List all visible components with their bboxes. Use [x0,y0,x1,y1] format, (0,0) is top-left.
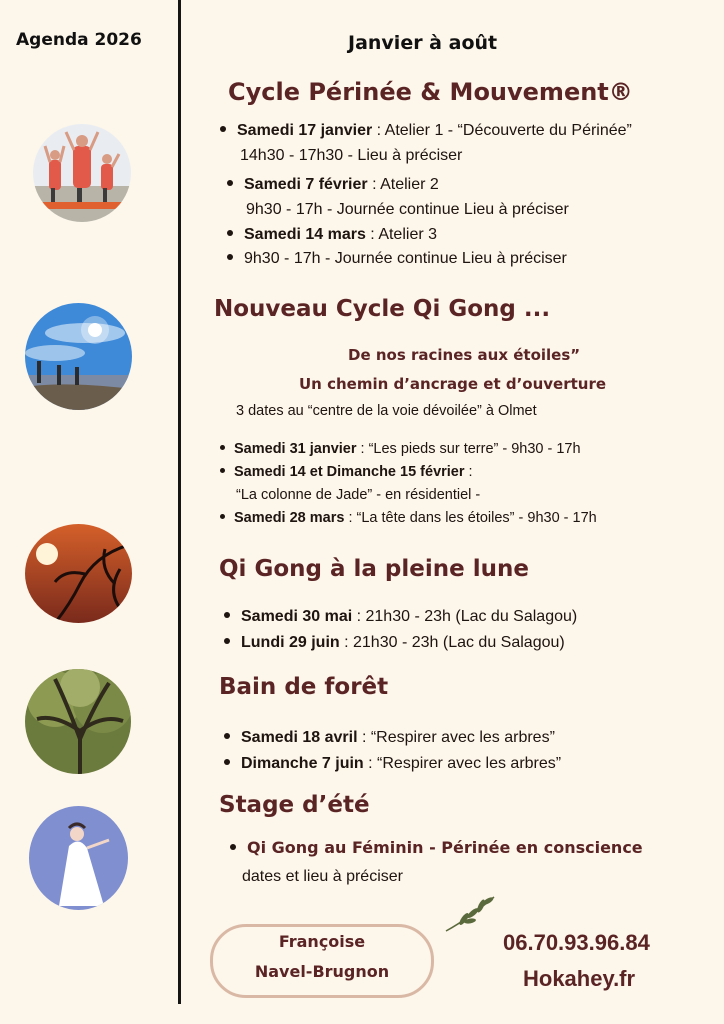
leaf-branch-icon [442,893,498,935]
list-item: Samedi 28 mars : “La tête dans les étoiles” - 9h30 - 17h [220,510,597,526]
list-item: Samedi 14 mars : Atelier 3 [227,226,437,244]
list-item: Samedi 17 janvier : Atelier 1 - “Découverte du Périnée” [220,122,632,140]
list-item: Samedi 18 avril : “Respirer avec les arbres” [224,729,555,747]
section-title-perinee: Cycle Périnée & Mouvement® [228,78,633,106]
list-item: Lundi 29 juin : 21h30 - 23h (Lac du Salagou) [224,634,565,652]
photo-sky-qigong [25,303,132,410]
list-item-detail: 14h30 - 17h30 - Lieu à préciser [240,147,463,164]
section-subtitle: De nos racines aux étoiles” [348,346,581,364]
contact-website-link[interactable]: Hokahey.fr [523,966,636,991]
list-item: 9h30 - 17h - Journée continue Lieu à préciser [227,250,567,268]
list-item: Samedi 31 janvier : “Les pieds sur terre” - 9h30 - 17h [220,441,581,457]
illustration-feminine-moon [29,806,128,910]
list-item-detail: 9h30 - 17h - Journée continue Lieu à préciser [246,201,569,218]
contact-last-name: Navel-Brugnon [254,962,390,981]
section-title-bain-foret: Bain de forêt [219,674,389,700]
list-item-detail: dates et lieu à préciser [242,868,403,885]
contact-first-name: Françoise [278,932,366,951]
section-intro: 3 dates au “centre de la voie dévoilée” à Olmet [236,403,537,419]
section-title-qigong-cycle: Nouveau Cycle Qi Gong ... [214,296,551,322]
photo-sunset-moon [25,524,132,623]
list-item: Dimanche 7 juin : “Respirer avec les arbres” [224,755,561,773]
list-item: Samedi 30 mai : 21h30 - 23h (Lac du Salagou) [224,608,577,626]
list-item-detail: “La colonne de Jade” - en résidentiel - [236,487,481,503]
list-item: Qi Gong au Féminin - Périnée en conscience [230,838,643,858]
list-item: Samedi 14 et Dimanche 15 février : [220,464,473,480]
list-item: Samedi 7 février : Atelier 2 [227,176,439,194]
section-title-stage-ete: Stage d’été [219,792,370,818]
section-title-pleine-lune: Qi Gong à la pleine lune [219,556,529,582]
photo-forest-tree [25,669,131,774]
photo-perinee-group [33,124,131,222]
agenda-label: Agenda 2026 [16,30,142,50]
vertical-divider [178,0,181,1004]
period-title: Janvier à août [348,32,498,54]
contact-phone[interactable]: 06.70.93.96.84 [503,930,650,955]
section-subtitle: Un chemin d’ancrage et d’ouverture [299,375,607,393]
